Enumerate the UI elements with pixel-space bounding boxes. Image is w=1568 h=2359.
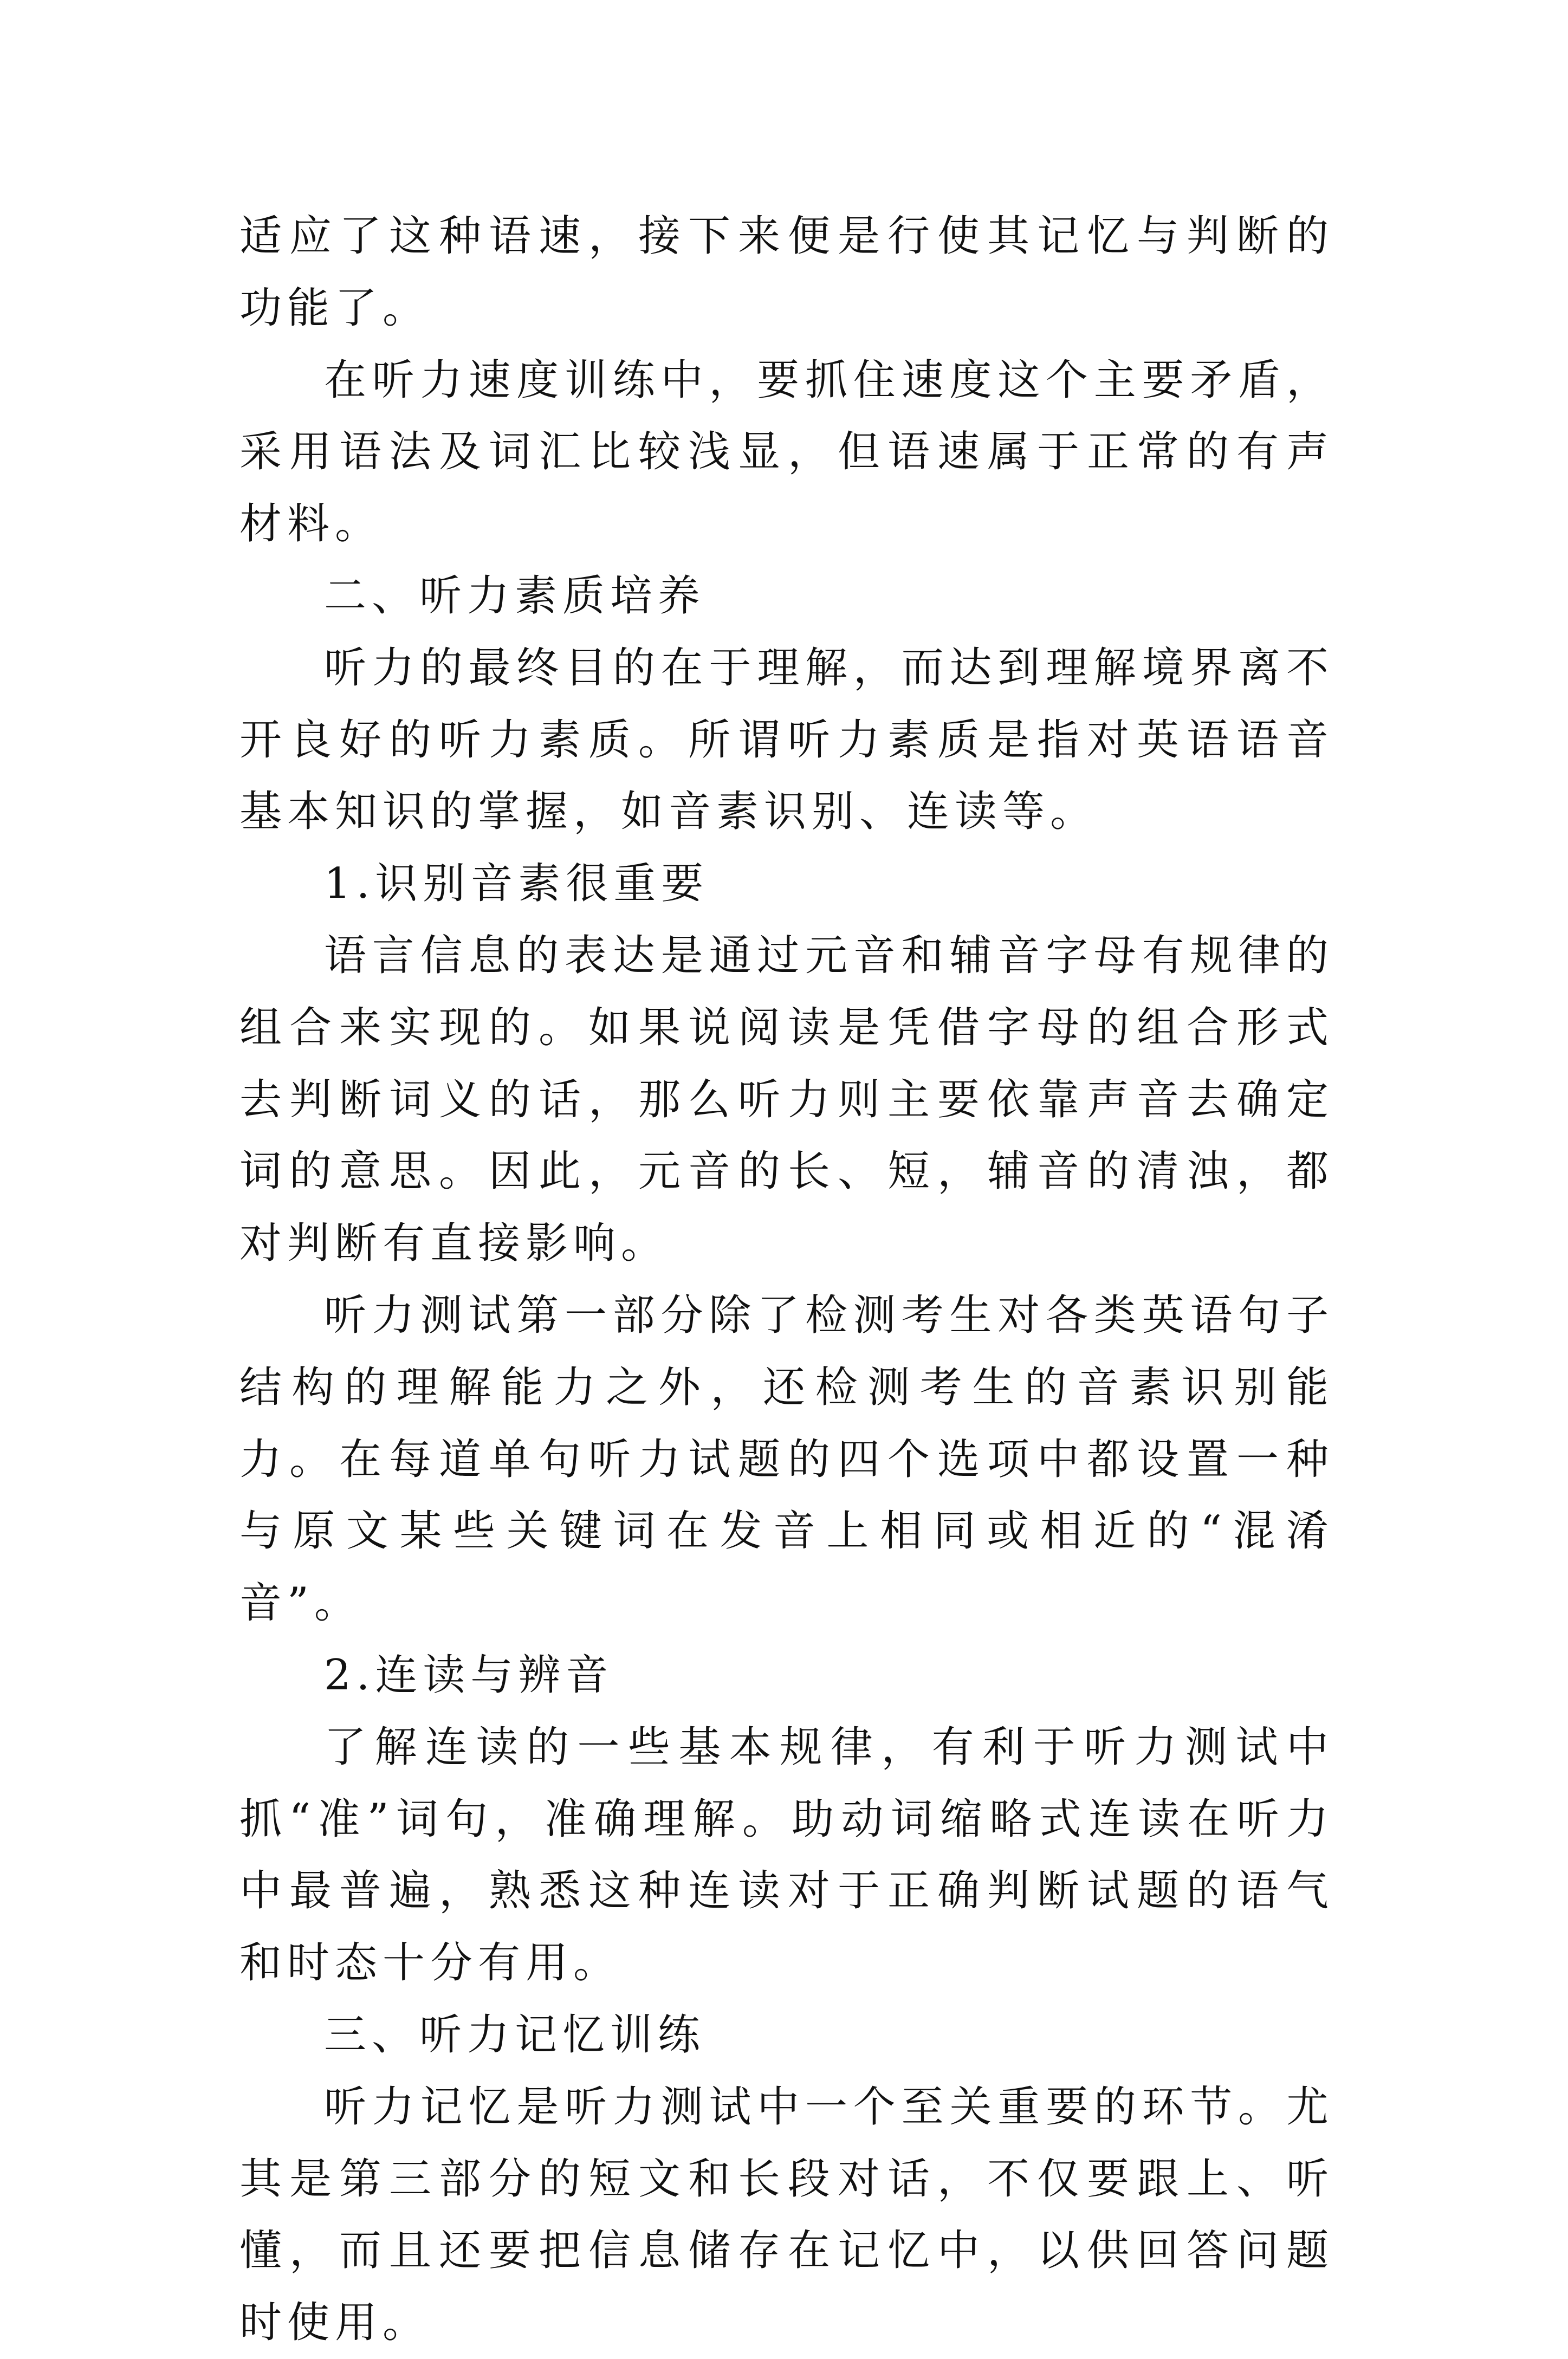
paragraph-phoneme-expression: 语言信息的表达是通过元音和辅音字母有规律的组合来实现的。如果说阅读是凭借字母的组合形式去判断词义的话，那么听力则主要依靠声音去确定词的意思。因此，元音的长、短，辅音的清浊，都对判断有直接影响。 bbox=[239, 931, 1334, 1268]
subheading-phoneme-recognition: 1.识别音素很重要 bbox=[324, 859, 709, 909]
paragraph-continuation: 适应了这种语速，接下来便是行使其记忆与判断的功能了。 bbox=[239, 212, 1334, 333]
paragraph-liaison-rules: 了解连读的一些基本规律，有利于听力测试中抓“准”词句，准确理解。助动词缩略式连读在听力中最普遍，熟悉这种连读对于正确判断试题的语气和时态十分有用。 bbox=[239, 1722, 1334, 1988]
section-heading-listening-quality: 二、听力素质培养 bbox=[324, 571, 706, 620]
section-heading-memory-training: 三、听力记忆训练 bbox=[324, 2010, 706, 2059]
subheading-liaison: 2.连读与辨音 bbox=[324, 1650, 614, 1700]
paragraph-speed-training: 在听力速度训练中，要抓住速度这个主要矛盾，采用语法及词汇比较浅显，但语速属于正常的有声材料。 bbox=[239, 355, 1334, 549]
paragraph-memory-training: 听力记忆是听力测试中一个至关重要的环节。尤其是第三部分的短文和长段对话，不仅要跟上、听懂，而且还要把信息储存在记忆中，以供回答问题时使用。 bbox=[239, 2082, 1334, 2348]
paragraph-listening-test-part-one: 听力测试第一部分除了检测考生对各类英语句子结构的理解能力之外，还检测考生的音素识别能力。在每道单句听力试题的四个选项中都设置一种与原文某些关键词在发音上相同或相近的“混淆音”。 bbox=[239, 1291, 1334, 1628]
document-body bbox=[239, 200, 1334, 2359]
paragraph-listening-quality: 听力的最终目的在于理解，而达到理解境界离不开良好的听力素质。所谓听力素质是指对英语语音基本知识的掌握，如音素识别、连读等。 bbox=[239, 643, 1334, 837]
